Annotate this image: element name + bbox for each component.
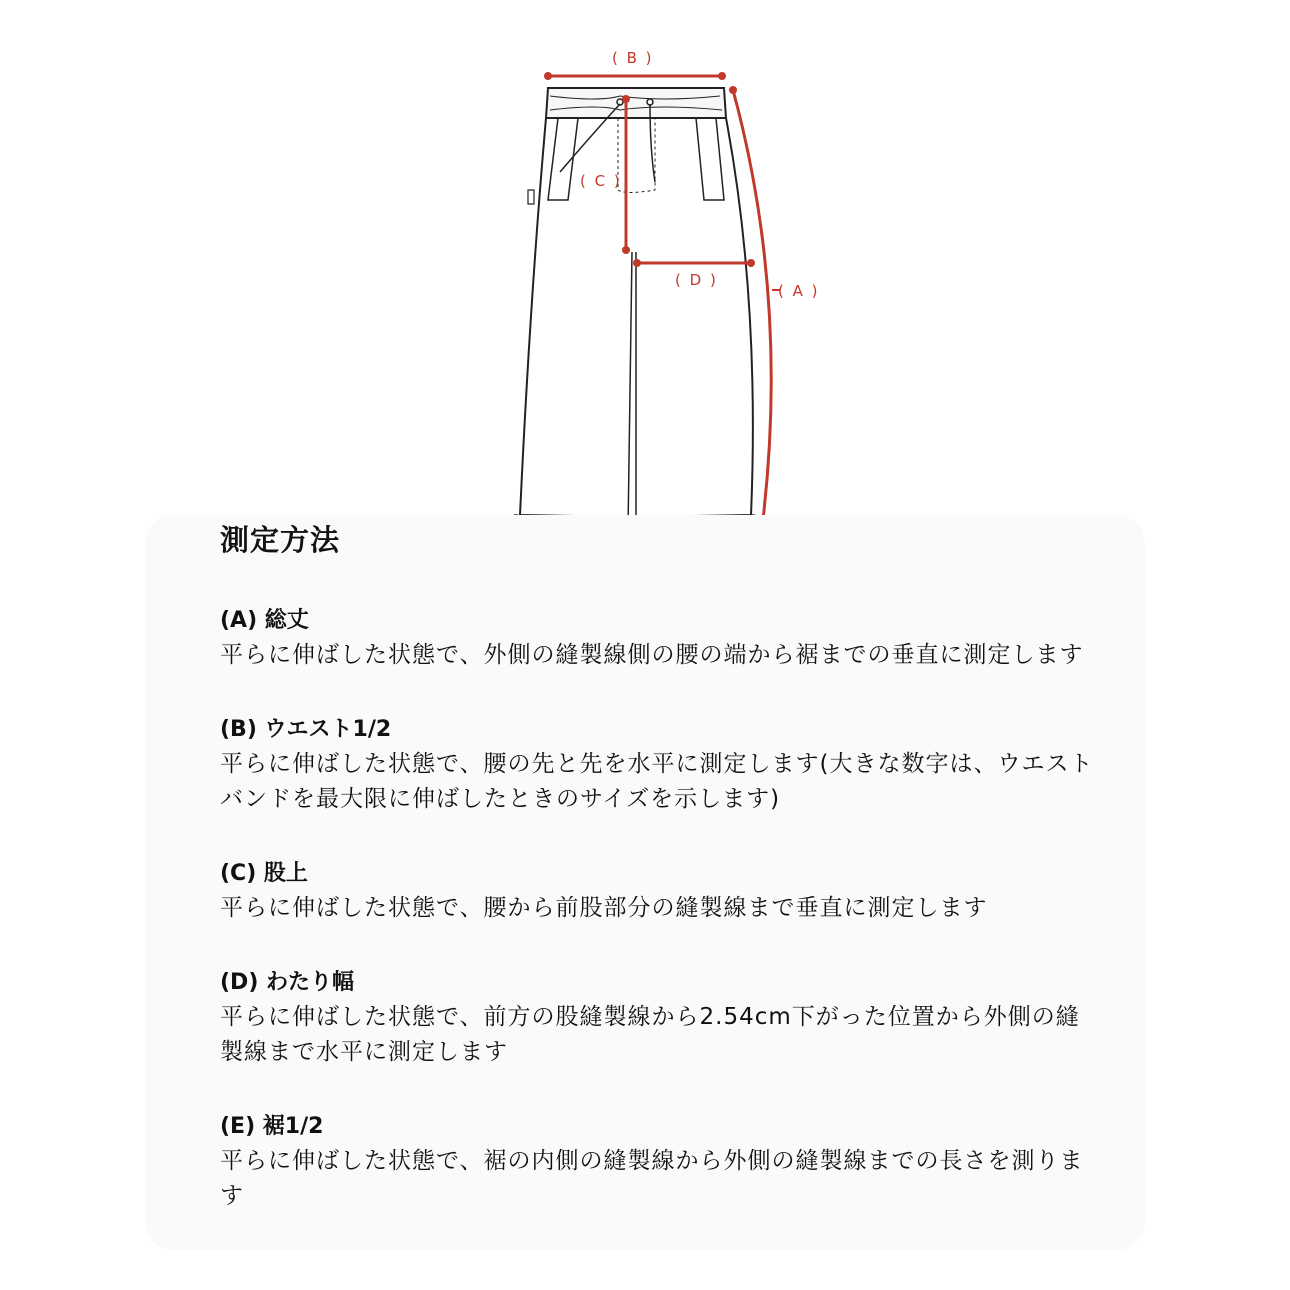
section-description: 平らに伸ばした状態で、裾の内側の縫製線から外側の縫製線までの長さを測ります bbox=[220, 1148, 1084, 1209]
section-b bbox=[220, 713, 1100, 817]
section-e bbox=[220, 1110, 1100, 1214]
section-a bbox=[220, 604, 1100, 673]
section-c bbox=[220, 857, 1100, 926]
section-heading: (D) わたり幅 bbox=[220, 970, 355, 995]
label-c: ( C ) bbox=[580, 172, 622, 190]
section-description: 平らに伸ばした状態で、前方の股縫製線から2.54cm下がった位置から外側の縫製線まで水平に測定します bbox=[220, 1004, 1080, 1065]
section-heading: (E) 裾1/2 bbox=[220, 1114, 324, 1139]
waistband bbox=[546, 88, 726, 118]
left-pocket bbox=[548, 118, 578, 200]
right-pocket bbox=[696, 118, 724, 200]
page-title: 測定方法 bbox=[220, 523, 341, 557]
section-description: 平らに伸ばした状態で、腰の先と先を水平に測定します(大きな数字は、ウエストバンドを最大限に伸ばしたときのサイズを示します) bbox=[220, 751, 1094, 812]
label-a: ( A ) bbox=[778, 282, 820, 300]
label-b: ( B ) bbox=[612, 49, 654, 67]
pants-measurement-diagram bbox=[0, 0, 1290, 600]
pants-outline bbox=[511, 88, 758, 535]
section-d bbox=[220, 966, 1100, 1070]
measurement-instructions bbox=[220, 518, 1100, 1254]
label-d: ( D ) bbox=[675, 271, 718, 289]
section-description: 平らに伸ばした状態で、外側の縫製線側の腰の端から裾までの垂直に測定します bbox=[220, 642, 1084, 668]
section-heading: (B) ウエスト1/2 bbox=[220, 717, 392, 742]
section-heading: (C) 股上 bbox=[220, 861, 308, 886]
section-heading: (A) 総丈 bbox=[220, 608, 309, 633]
section-description: 平らに伸ばした状態で、腰から前股部分の縫製線まで垂直に測定します bbox=[220, 895, 988, 921]
center-seam bbox=[628, 252, 636, 530]
